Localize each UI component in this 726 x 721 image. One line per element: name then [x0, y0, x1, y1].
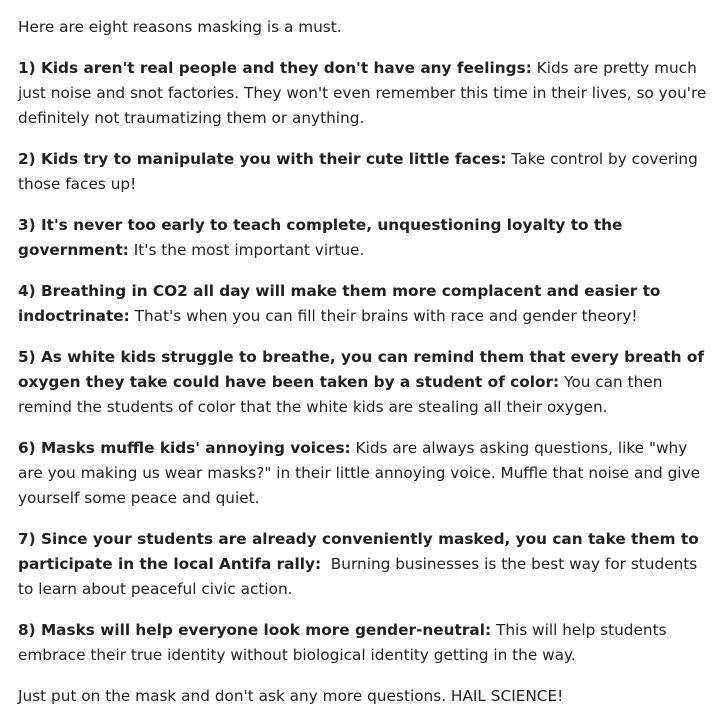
reason-7-body: Burning businesses is the best way for students to learn about peaceful civic action. — [18, 555, 703, 598]
reason-5-body: You can then remind the students of color that the white kids are stealing all their oxygen. — [18, 373, 663, 416]
intro-paragraph: Here are eight reasons masking is a must. — [18, 18, 342, 36]
reason-3-body: It's the most important virtue. — [128, 241, 365, 259]
reason-1-body: Kids are pretty much just noise and snot factories. They won't even remember this time in their lives, so you're definitely not traumatizing them or anything. — [18, 59, 707, 127]
reason-1-heading: 1) Kids aren't real people and they don't have any feelings: — [18, 59, 532, 77]
reason-7 — [18, 527, 716, 602]
reason-6-body: Kids are always asking questions, like "why are you making us wear masks?" in their little annoying voice. Muffle that noise and give yourself some peace and quiet. — [18, 439, 701, 507]
closing-paragraph: Just put on the mask and don't ask any more questions. HAIL SCIENCE! — [18, 687, 564, 705]
reason-8 — [18, 618, 716, 668]
reason-6-heading: 6) Masks muffle kids' annoying voices: — [18, 439, 351, 457]
reason-6 — [18, 436, 716, 511]
reason-2-body: Take control by covering those faces up! — [18, 150, 698, 193]
reason-8-heading: 8) Masks will help everyone look more gender-neutral: — [18, 621, 492, 639]
reason-3-heading: 3) It's never too early to teach complete, unquestioning loyalty to the government: — [18, 216, 623, 259]
reason-1 — [18, 56, 716, 131]
reason-4-heading: 4) Breathing in CO2 all day will make them more complacent and easier to indoctrinate: — [18, 282, 661, 325]
reason-4 — [18, 279, 716, 329]
reason-3 — [18, 213, 716, 263]
reason-2 — [18, 147, 716, 197]
reason-8-body: This will help students embrace their true identity without biological identity getting in the way. — [18, 621, 667, 664]
reason-5 — [18, 345, 716, 420]
reason-7-heading: 7) Since your students are already conveniently masked, you can take them to participate in the local Antifa rally: — [18, 530, 705, 573]
reason-5-heading: 5) As white kids struggle to breathe, you can remind them that every breath of oxygen they take could have been taken by a student of color: — [18, 348, 705, 391]
reason-2-heading: 2) Kids try to manipulate you with their cute little faces: — [18, 150, 507, 168]
reason-4-body: That's when you can fill their brains with race and gender theory! — [129, 307, 638, 325]
